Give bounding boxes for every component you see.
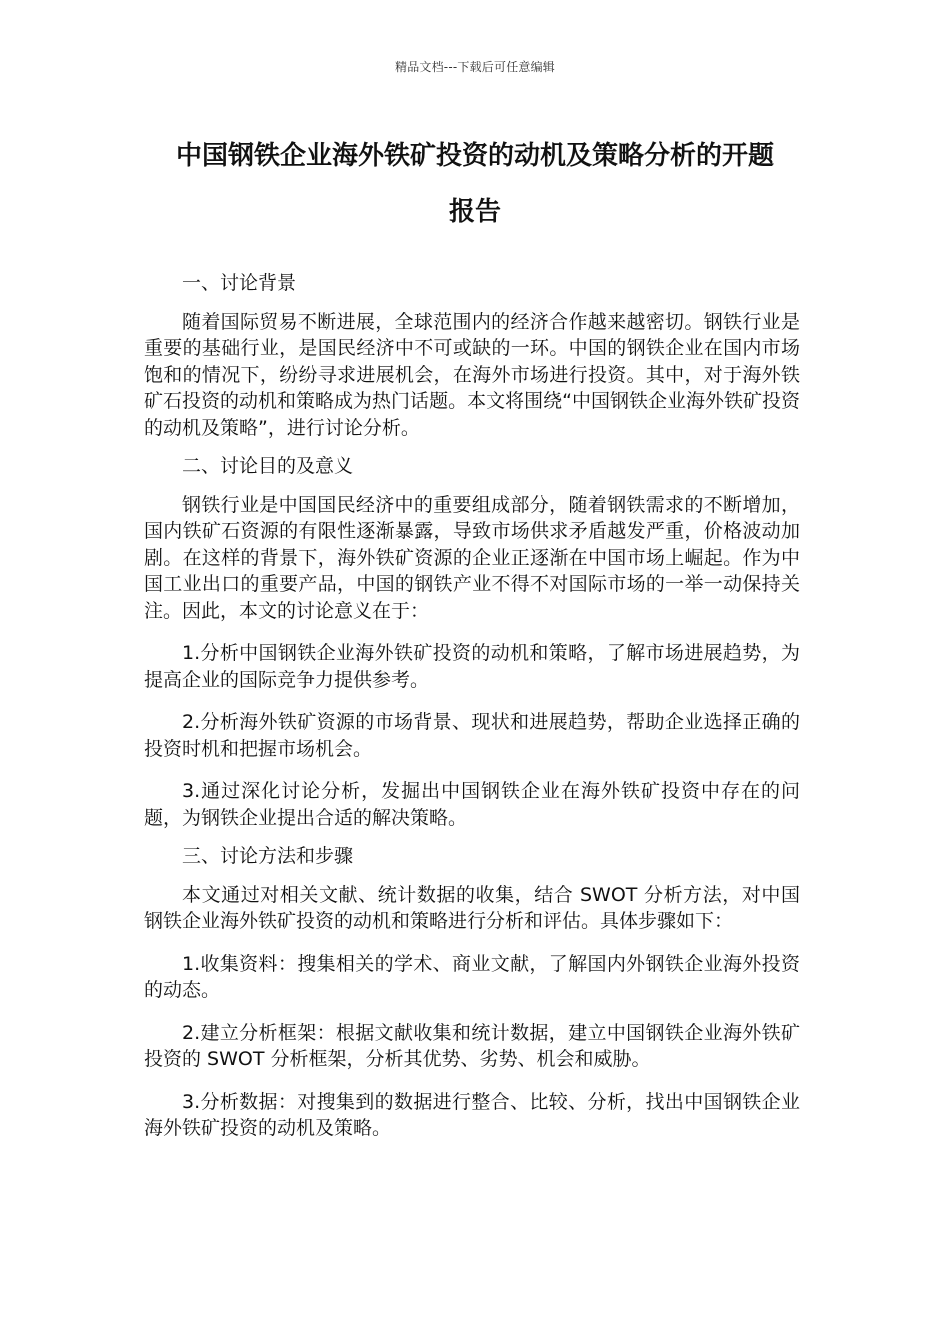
paragraph-background: 随着国际贸易不断进展，全球范围内的经济合作越来越密切。钢铁行业是重要的基础行业，是国民经济中不可或缺的一环。中国的钢铁企业在国内市场饱和的情况下，纷纷寻求进展机会，在海外市场进行投资。其中，对于海外铁矿石投资的动机和策略成为热门话题。本文将围绕“中国钢铁企业海外铁矿投资的动机及策略”，进行讨论分析。: [144, 310, 800, 439]
document-title-line-2: 报告: [448, 197, 501, 227]
paragraph-method-step-1: 1.收集资料：搜集相关的学术、商业文献，了解国内外钢铁企业海外投资的动态。: [144, 952, 800, 1001]
paragraph-method-intro: 本文通过对相关文献、统计数据的收集，结合 SWOT 分析方法，对中国钢铁企业海外铁矿投资的动机和策略进行分析和评估。具体步骤如下：: [144, 883, 800, 932]
document-title: [130, 128, 820, 240]
document-body: [144, 270, 800, 1142]
page-header-note: 精品文档---下载后可任意编辑: [395, 60, 555, 74]
paragraph-purpose-intro: 钢铁行业是中国国民经济中的重要组成部分，随着钢铁需求的不断增加，国内铁矿石资源的有限性逐渐暴露，导致市场供求矛盾越发严重，价格波动加剧。在这样的背景下，海外铁矿资源的企业正逐渐在中国市场上崛起。作为中国工业出口的重要产品，中国的钢铁产业不得不对国际市场的一举一动保持关注。因此，本文的讨论意义在于：: [144, 493, 800, 622]
paragraph-purpose-item-1: 1.分析中国钢铁企业海外铁矿投资的动机和策略，了解市场进展趋势，为提高企业的国际竞争力提供参考。: [144, 642, 800, 691]
paragraph-purpose-item-2: 2.分析海外铁矿资源的市场背景、现状和进展趋势，帮助企业选择正确的投资时机和把握市场机会。: [144, 711, 800, 760]
paragraph-method-step-2: 2.建立分析框架：根据文献收集和统计数据，建立中国钢铁企业海外铁矿投资的 SWOT 分析框架，分析其优势、劣势、机会和威胁。: [144, 1021, 800, 1070]
section-heading-method: 三、讨论方法和步骤: [182, 845, 354, 867]
paragraph-method-step-3: 3.分析数据：对搜集到的数据进行整合、比较、分析，找出中国钢铁企业海外铁矿投资的动机及策略。: [144, 1090, 800, 1139]
document-title-line-1: 中国钢铁企业海外铁矿投资的动机及策略分析的开题: [175, 141, 774, 171]
paragraph-purpose-item-3: 3.通过深化讨论分析，发掘出中国钢铁企业在海外铁矿投资中存在的问题，为钢铁企业提出合适的解决策略。: [144, 780, 800, 829]
section-heading-background: 一、讨论背景: [182, 272, 297, 294]
section-heading-purpose: 二、讨论目的及意义: [182, 455, 354, 477]
